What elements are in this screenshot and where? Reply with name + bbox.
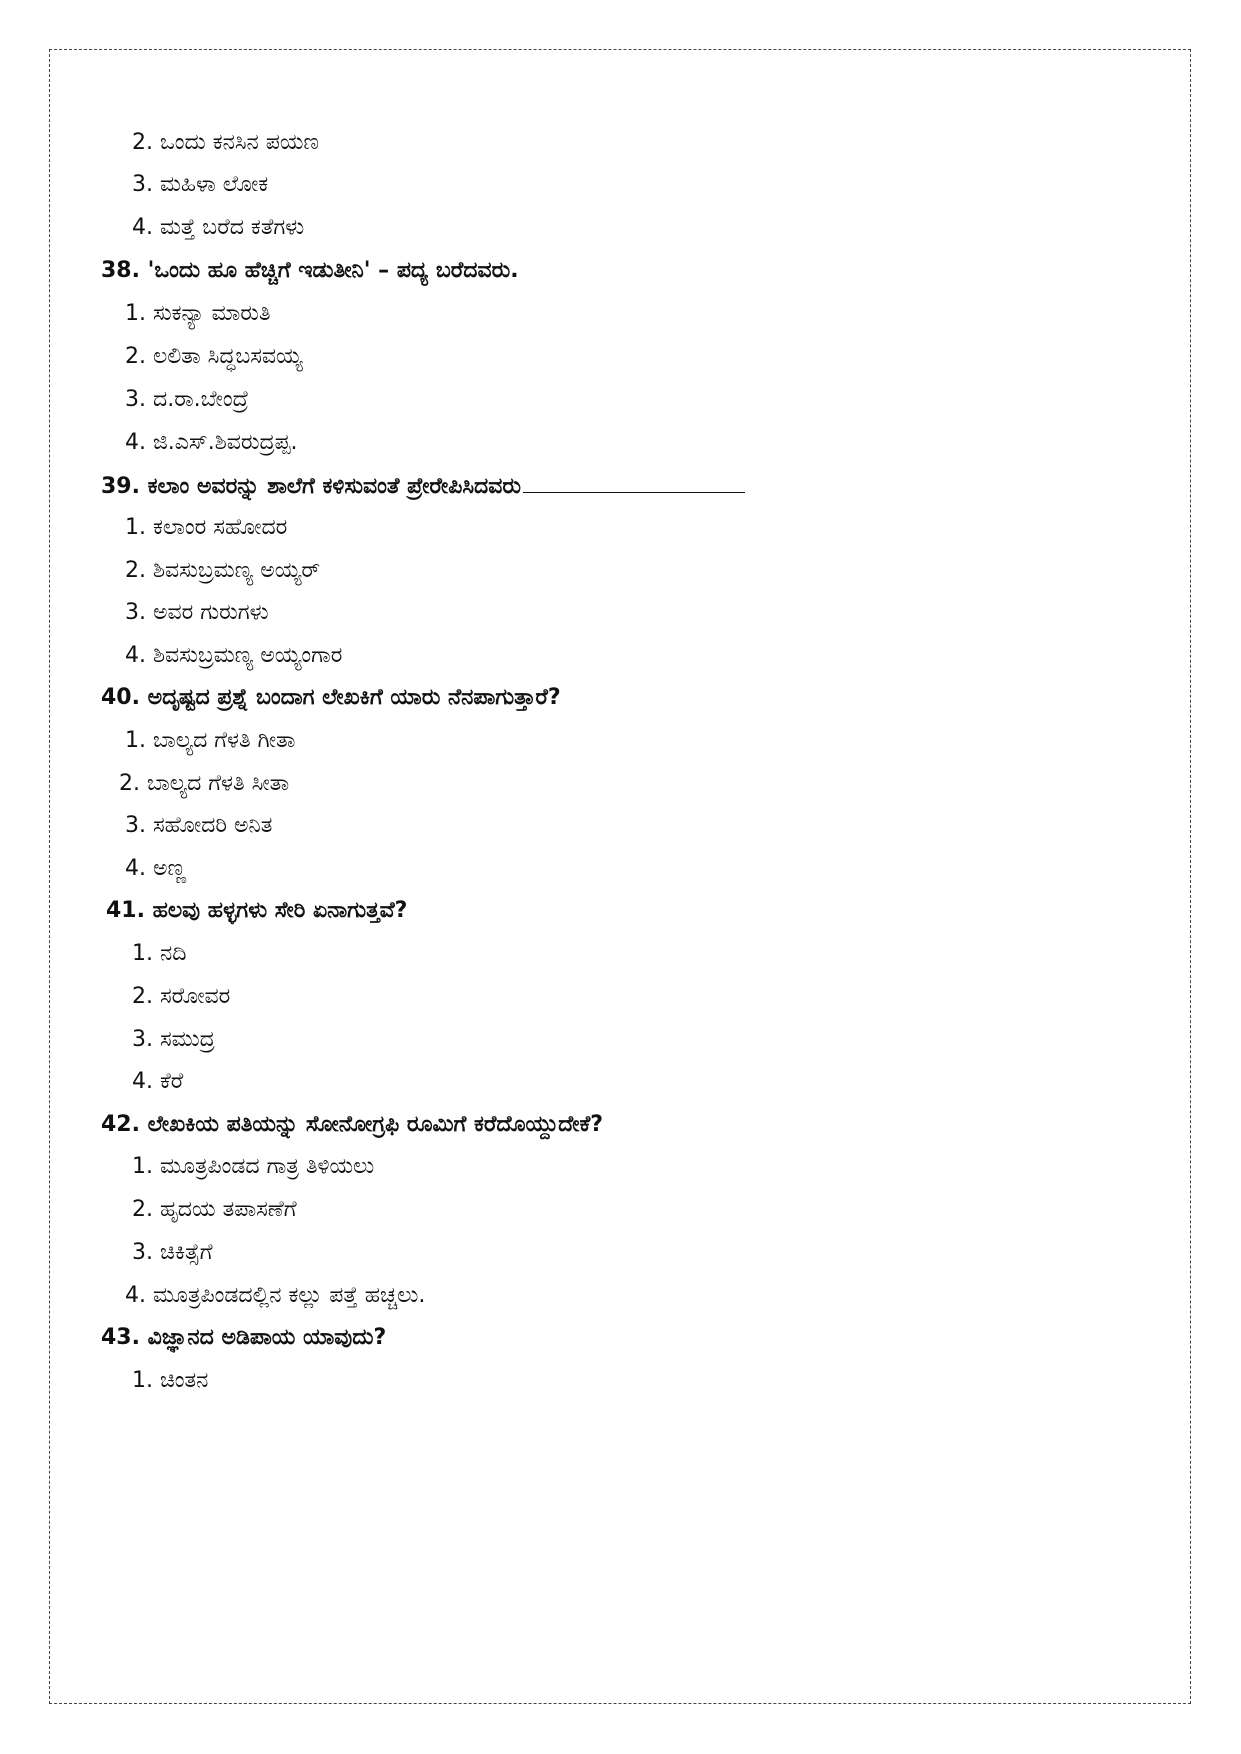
option-label: 4. ಜಿ.ಎಸ್.ಶಿವರುದ್ರಪ್ಪ. (125, 430, 298, 455)
option-label: 2. ಲಲಿತಾ ಸಿದ್ಧಬಸವಯ್ಯ (125, 344, 303, 369)
option-label: 4. ಕೆರೆ (132, 1069, 184, 1094)
answer-blank-line (523, 470, 745, 493)
answer-option (132, 1366, 208, 1396)
answer-option (125, 641, 342, 671)
answer-option (125, 513, 287, 543)
option-label: 3. ದ.ರಾ.ಬೇಂದ್ರೆ (125, 387, 249, 412)
answer-option (132, 170, 268, 200)
option-label: 2. ಹೃದಯ ತಪಾಸಣೆಗೆ (132, 1197, 297, 1222)
option-label: 2. ಸರೋವರ (132, 984, 231, 1009)
answer-option (125, 1281, 425, 1311)
answer-option (125, 342, 303, 372)
question-label: 38. 'ಒಂದು ಹೂ ಹೆಚ್ಚಿಗೆ ಇಡುತೀನಿ' – ಪದ್ಯ ಬರೆದವರು. (101, 258, 519, 283)
option-label: 2. ಬಾಲ್ಯದ ಗೆಳತಿ ಸೀತಾ (119, 771, 290, 796)
question-label: 39. ಕಲಾಂ ಅವರನ್ನು ಶಾಲೆಗೆ ಕಳಿಸುವಂತೆ ಪ್ರೇರೇಪಿಸಿದವರು (101, 474, 522, 499)
answer-option (132, 128, 319, 158)
answer-option (132, 1025, 215, 1055)
option-label: 1. ಸುಕನ್ಯಾ ಮಾರುತಿ (125, 301, 271, 326)
answer-option (125, 598, 269, 628)
answer-option (125, 811, 272, 841)
answer-option (125, 428, 297, 458)
question-text (101, 683, 561, 713)
option-label: 4. ಮತ್ತೆ ಬರೆದ ಕತೆಗಳು (132, 215, 305, 240)
answer-option (125, 726, 295, 756)
option-label: 1. ಬಾಲ್ಯದ ಗೆಳತಿ ಗೀತಾ (125, 728, 296, 753)
question-label: 43. ವಿಜ್ಞಾನದ ಅಡಿಪಾಯ ಯಾವುದು? (101, 1325, 387, 1350)
option-label: 3. ಮಹಿಳಾ ಲೋಕ (132, 172, 269, 197)
answer-option (132, 213, 304, 243)
question-text (106, 896, 407, 926)
answer-option (132, 1067, 183, 1097)
question-text (101, 470, 745, 502)
option-label: 2. ಶಿವಸುಬ್ರಮಣ್ಯ ಅಯ್ಯರ್ (125, 558, 321, 583)
answer-option (132, 1238, 213, 1268)
option-label: 3. ಸಮುದ್ರ (132, 1027, 215, 1052)
answer-option (132, 1152, 374, 1182)
option-label: 3. ಸಹೋದರಿ ಅನಿತ (125, 813, 273, 838)
answer-option (125, 854, 186, 884)
option-label: 2. ಒಂದು ಕನಸಿನ ಪಯಣ (132, 130, 320, 155)
question-text (101, 256, 519, 286)
option-label: 4. ಶಿವಸುಬ್ರಮಣ್ಯ ಅಯ್ಯಂಗಾರ (125, 643, 343, 668)
option-label: 3. ಅವರ ಗುರುಗಳು (125, 600, 269, 625)
option-label: 1. ಮೂತ್ರಪಿಂಡದ ಗಾತ್ರ ತಿಳಿಯಲು (132, 1154, 375, 1179)
answer-option (132, 939, 186, 969)
option-label: 4. ಅಣ್ಣ (125, 856, 187, 881)
question-label: 40. ಅದೃಷ್ಟದ ಪ್ರಶ್ನೆ ಬಂದಾಗ ಲೇಖಕಿಗೆ ಯಾರು ನೆನಪಾಗುತ್ತಾರೆ? (101, 685, 561, 710)
question-label: 42. ಲೇಖಕಿಯ ಪತಿಯನ್ನು ಸೋನೋಗ್ರಫಿ ರೂಮಿಗೆ ಕರೆದೊಯ್ದುದೇಕೆ? (101, 1112, 604, 1137)
option-label: 1. ನದಿ (132, 941, 187, 966)
answer-option (132, 1195, 297, 1225)
question-text (101, 1323, 386, 1353)
option-label: 4. ಮೂತ್ರಪಿಂಡದಲ್ಲಿನ ಕಲ್ಲು ಪತ್ತೆ ಹಚ್ಚಲು. (125, 1283, 426, 1308)
question-text (101, 1110, 603, 1140)
answer-option (125, 299, 271, 329)
answer-option (125, 385, 249, 415)
option-label: 1. ಕಲಾಂರ ಸಹೋದರ (125, 515, 288, 540)
option-label: 3. ಚಿಕಿತ್ಸೆಗೆ (132, 1240, 213, 1265)
answer-option (119, 769, 289, 799)
option-label: 1. ಚಿಂತನ (132, 1368, 209, 1393)
question-label: 41. ಹಲವು ಹಳ್ಳಗಳು ಸೇರಿ ಏನಾಗುತ್ತವೆ? (106, 898, 408, 923)
answer-option (132, 982, 230, 1012)
answer-option (125, 556, 320, 586)
